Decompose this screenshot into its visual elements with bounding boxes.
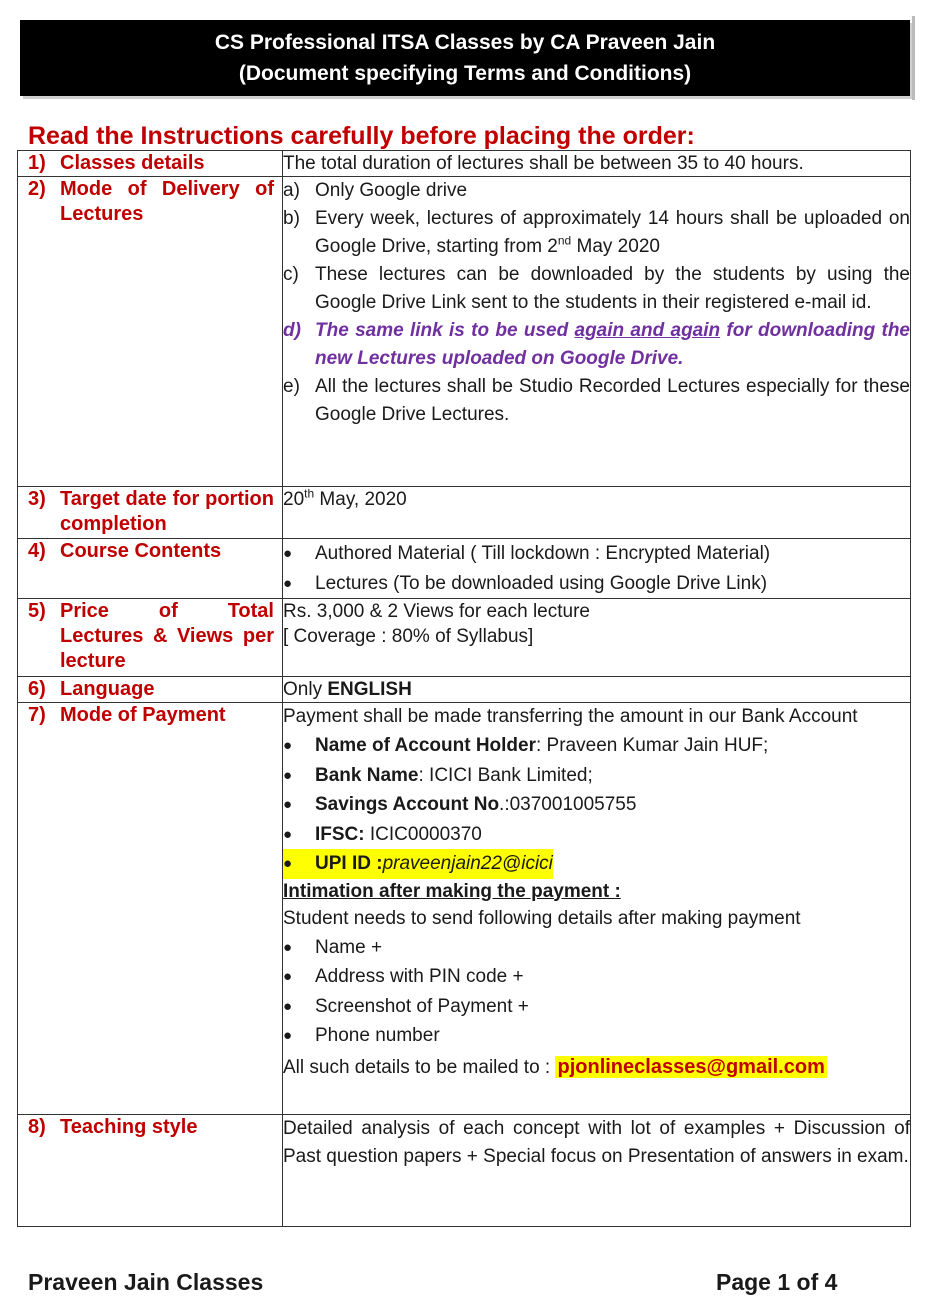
- value-cell: [283, 703, 911, 1115]
- intimation-heading: Intimation after making the payment :: [283, 880, 621, 902]
- row-label: Course Contents: [60, 540, 222, 562]
- label-cell: [18, 177, 283, 487]
- label-cell: [18, 1115, 283, 1227]
- bullet-icon: ●: [283, 825, 293, 843]
- target-date: 20th May, 2020: [283, 486, 407, 510]
- label-cell: [18, 151, 283, 177]
- row-number: 7): [28, 704, 46, 726]
- list-item: ● Address with PIN code +: [283, 962, 910, 992]
- bullet-icon: ●: [283, 574, 293, 592]
- row-number: 1): [28, 152, 46, 174]
- table-row-price: [18, 599, 911, 677]
- list-item: ● Phone number: [283, 1021, 910, 1051]
- table-row-contents: [18, 539, 911, 599]
- value-cell: [283, 487, 911, 539]
- banner-title: CS Professional ITSA Classes by CA Praveen Jain: [214, 31, 716, 54]
- price-text: Rs. 3,000 & 2 Views for each lecture: [283, 601, 590, 622]
- list-item-upi: ● UPI ID : praveenjain22@icici: [283, 849, 910, 879]
- label-cell: [18, 703, 283, 1115]
- coverage-text: [ Coverage : 80% of Syllabus]: [283, 626, 534, 647]
- bullet-icon: ●: [283, 855, 293, 872]
- list-item: a) Only Google drive: [283, 180, 468, 201]
- label-cell: [18, 677, 283, 703]
- value-cell: [283, 599, 911, 677]
- payment-intro: Payment shall be made transferring the amount in our Bank Account: [283, 706, 858, 727]
- value-cell: [283, 151, 911, 177]
- value-cell: [283, 677, 911, 703]
- list-item: ● IFSC: ICIC0000370: [283, 820, 910, 850]
- bullet-icon: ●: [283, 545, 293, 562]
- row-number: 5): [28, 600, 46, 622]
- table-row-payment: [18, 703, 911, 1115]
- footer-brand: Praveen Jain Classes: [28, 1269, 264, 1295]
- table-row-language: [18, 677, 911, 703]
- row-number: 4): [28, 540, 46, 562]
- instructions-heading: Read the Instructions carefully before placing the order:: [28, 122, 695, 150]
- bullet-icon: ●: [283, 796, 293, 813]
- mail-line: All such details to be mailed to : pjonlineclasses@gmail.com: [283, 1055, 825, 1078]
- value-cell: [283, 539, 911, 599]
- row-number: 8): [28, 1116, 46, 1138]
- label-cell: [18, 487, 283, 539]
- intimation-text: Student needs to send following details after making payment: [283, 907, 801, 929]
- bullet-icon: ●: [283, 968, 293, 985]
- row-label: Target date for portion completion: [60, 488, 274, 535]
- table-row-teaching: [18, 1115, 911, 1227]
- banner-subtitle: (Document specifying Terms and Conditions): [238, 62, 692, 85]
- row-number: 2): [28, 178, 46, 200]
- list-item: e) All the lectures shall be Studio Recorded Lectures especially for these Google Drive Lectures.: [283, 376, 910, 425]
- bullet-icon: ●: [283, 766, 293, 784]
- row-label: Classes details: [60, 152, 205, 174]
- value-cell: [283, 177, 911, 487]
- language-text: Only ENGLISH: [283, 679, 412, 700]
- table-row-classes: [18, 151, 911, 177]
- row-label: Language: [60, 678, 155, 700]
- list-item: ● Name +: [283, 933, 910, 963]
- bullet-icon: ●: [283, 997, 293, 1015]
- list-item: ● Authored Material ( Till lockdown : Encrypted Material): [283, 539, 910, 569]
- terms-table: [17, 150, 911, 1227]
- table-row-delivery: [18, 177, 911, 487]
- list-item: b) Every week, lectures of approximately 14 hours shall be uploaded on Google Drive, starting from 2nd May 2020: [283, 208, 910, 257]
- bullet-icon: ●: [283, 737, 293, 754]
- list-item: ● Name of Account Holder: Praveen Kumar Jain HUF;: [283, 731, 910, 761]
- table-row-target: [18, 487, 911, 539]
- row-label: Price of Total Lectures & Views per lecture: [60, 600, 274, 672]
- list-item: ● Screenshot of Payment +: [283, 992, 910, 1022]
- email-address[interactable]: pjonlineclasses@gmail.com: [557, 1055, 825, 1078]
- teaching-text: Detailed analysis of each concept with lot of examples + Discussion of Past question papers + Special focus on Presentation of answers in exam.: [283, 1118, 910, 1167]
- row-label: Mode of Delivery of Lectures: [60, 178, 274, 225]
- title-banner: [20, 20, 910, 96]
- list-item: ● Savings Account No.:037001005755: [283, 790, 910, 820]
- row-label: Teaching style: [60, 1116, 198, 1138]
- banner-edge-line: [912, 16, 915, 100]
- label-cell: [18, 599, 283, 677]
- list-item: c) These lectures can be downloaded by the students by using the Google Drive Link sent to the students in their registered e-mail id.: [283, 264, 910, 313]
- list-item: ● Lectures (To be downloaded using Google Drive Link): [283, 569, 910, 599]
- page-number: Page 1 of 4: [716, 1269, 838, 1295]
- row-number: 3): [28, 488, 46, 510]
- value-cell: [283, 1115, 911, 1227]
- list-item: ● Bank Name: ICICI Bank Limited;: [283, 761, 910, 791]
- list-item-highlight: d) The same link is to be used again and again for downloading the new Lectures uploaded on Google Drive.: [283, 320, 910, 369]
- bullet-icon: ●: [283, 938, 293, 956]
- label-cell: [18, 539, 283, 599]
- row-label: Mode of Payment: [60, 704, 226, 726]
- row-number: 6): [28, 678, 46, 700]
- bullet-icon: ●: [283, 1027, 293, 1044]
- classes-text: The total duration of lectures shall be between 35 to 40 hours.: [283, 153, 804, 174]
